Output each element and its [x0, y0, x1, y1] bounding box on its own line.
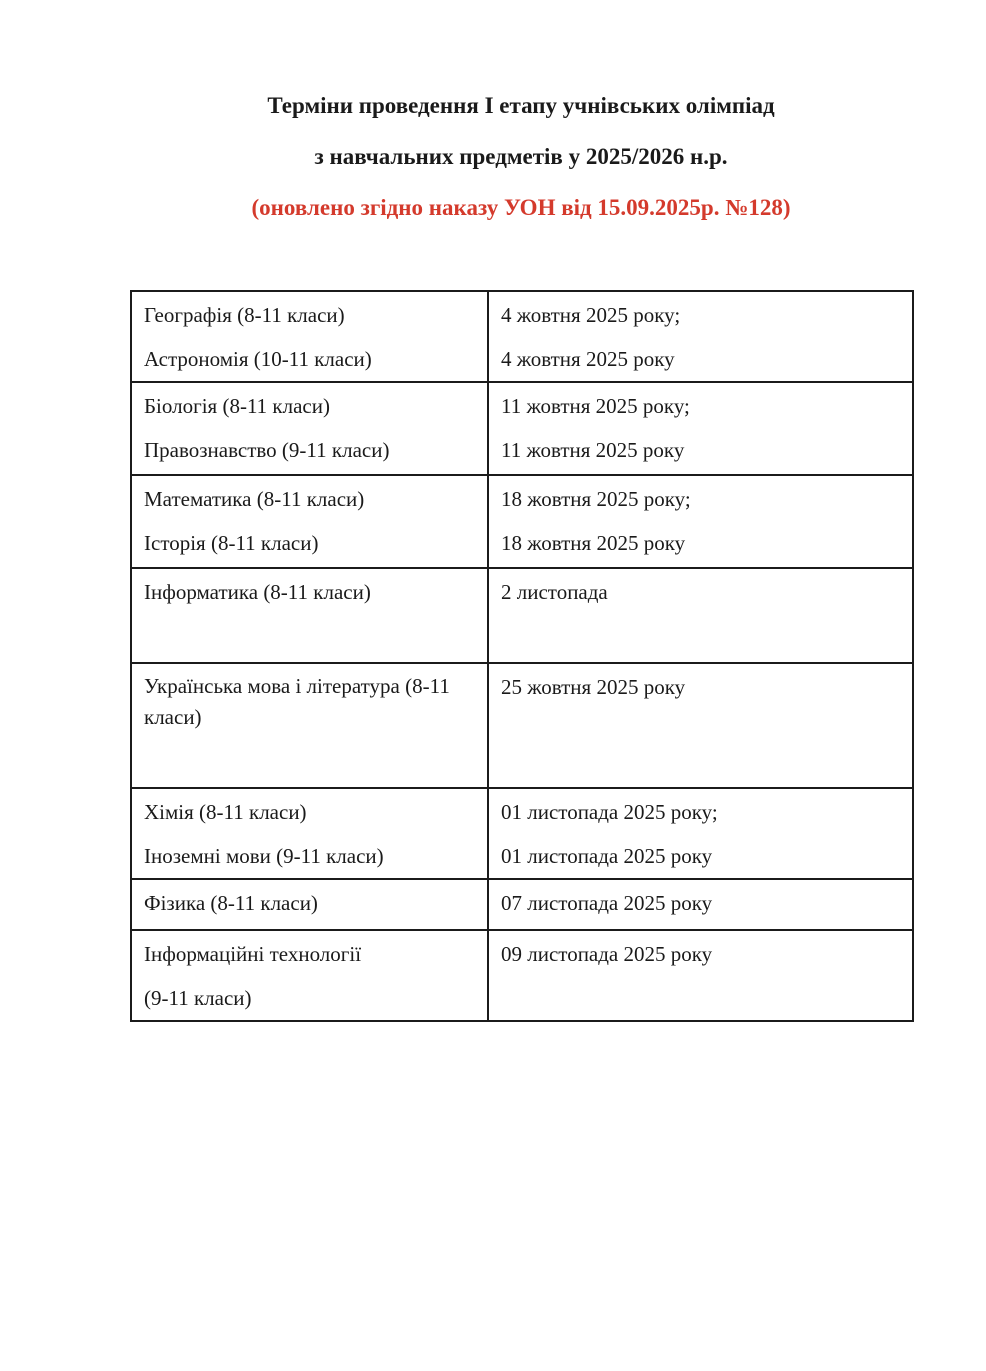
- subject-text: Фізика (8-11 класи): [144, 891, 318, 915]
- subject-text: Астрономія (10-11 класи): [144, 347, 372, 371]
- date-cell: [488, 930, 913, 1021]
- date-cell: [488, 568, 913, 663]
- subject-text: Географія (8-11 класи): [144, 303, 345, 327]
- date-text: 11 жовтня 2025 року: [501, 438, 685, 462]
- subject-text: Інформаційні технології: [144, 942, 362, 966]
- subject-text: Історія (8-11 класи): [144, 531, 319, 555]
- date-text: 18 жовтня 2025 року;: [501, 487, 691, 511]
- date-text: 4 жовтня 2025 року: [501, 347, 675, 371]
- date-cell: [488, 382, 913, 475]
- subject-text: (9-11 класи): [144, 986, 252, 1010]
- date-text: 4 жовтня 2025 року;: [501, 303, 681, 327]
- subject-text: Іноземні мови (9-11 класи): [144, 844, 384, 868]
- date-cell: [488, 291, 913, 382]
- date-text: 07 листопада 2025 року: [501, 891, 713, 915]
- date-cell: [488, 788, 913, 879]
- table-row: [131, 663, 913, 788]
- subject-cell: [131, 788, 488, 879]
- subject-text: Правознавство (9-11 класи): [144, 438, 390, 462]
- subject-cell: [131, 930, 488, 1021]
- page-title-line-1: Терміни проведення І етапу учнівських олімпіад: [267, 93, 775, 118]
- table-row: [131, 475, 913, 568]
- date-cell: [488, 663, 913, 788]
- subject-cell: [131, 663, 488, 788]
- table-row: [131, 788, 913, 879]
- subject-cell: [131, 382, 488, 475]
- date-cell: [488, 879, 913, 930]
- date-text: 18 жовтня 2025 року: [501, 531, 686, 555]
- date-text: 09 листопада 2025 року: [501, 942, 713, 966]
- subject-cell: [131, 879, 488, 930]
- schedule-table: [130, 290, 914, 1022]
- table-row: [131, 568, 913, 663]
- table-row: [131, 879, 913, 930]
- subject-cell: [131, 475, 488, 568]
- table-row: [131, 930, 913, 1021]
- subject-text: Математика (8-11 класи): [144, 487, 365, 511]
- table-row: [131, 382, 913, 475]
- page-title-line-2: з навчальних предметів у 2025/2026 н.р.: [314, 144, 728, 169]
- subject-cell: [131, 568, 488, 663]
- subject-text: Інформатика (8-11 класи): [144, 580, 371, 604]
- subject-text: Хімія (8-11 класи): [144, 800, 307, 824]
- date-text: 11 жовтня 2025 року;: [501, 394, 690, 418]
- document-header: [130, 80, 912, 233]
- date-text: 25 жовтня 2025 року: [501, 675, 686, 699]
- date-cell: [488, 475, 913, 568]
- subject-cell: [131, 291, 488, 382]
- subject-text: Біологія (8-11 класи): [144, 394, 330, 418]
- table-row: [131, 291, 913, 382]
- subject-text: Українська мова і література (8-11 класи): [144, 674, 450, 729]
- date-text: 2 листопада: [501, 580, 608, 604]
- date-text: 01 листопада 2025 року: [501, 844, 713, 868]
- date-text: 01 листопада 2025 року;: [501, 800, 718, 824]
- update-note: (оновлено згідно наказу УОН від 15.09.2025р. №128): [251, 195, 791, 220]
